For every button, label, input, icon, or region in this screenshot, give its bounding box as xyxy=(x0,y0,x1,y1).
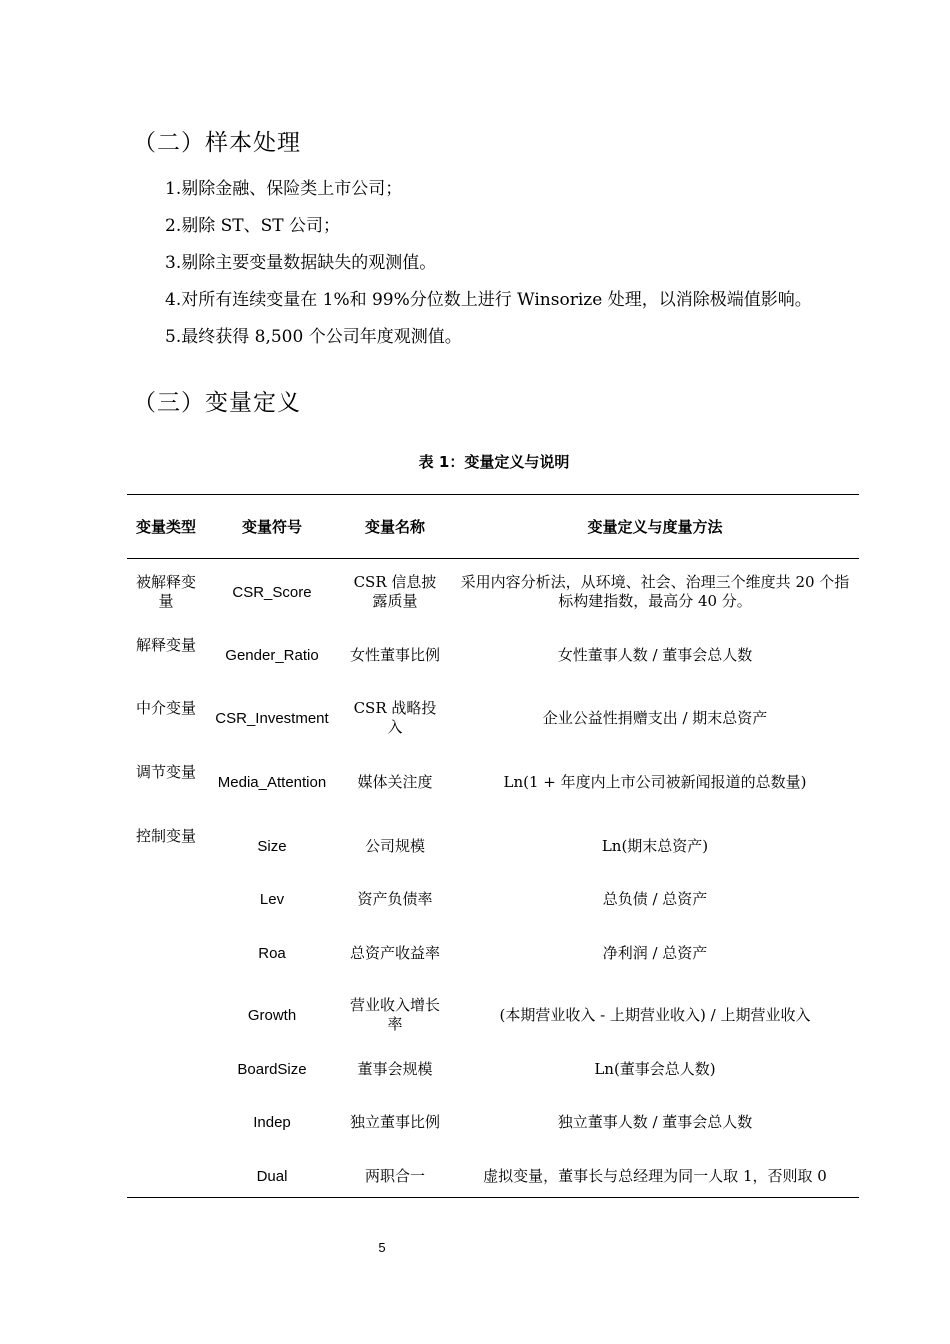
table-top-rule xyxy=(127,494,859,495)
table-cell-symbol: Growth xyxy=(247,1006,297,1024)
table-cell-symbol: Roa xyxy=(258,944,286,962)
table-header-symbol: 变量符号 xyxy=(241,517,302,536)
table-cell-name: CSR 战略投入 xyxy=(353,699,437,736)
table-cell-definition: 企业公益性捐赠支出 / 期末总资产 xyxy=(542,708,768,727)
table-cell-definition: Ln(1 + 年度内上市公司被新闻报道的总数量) xyxy=(503,772,807,791)
table-cell-type xyxy=(132,996,200,1040)
table-cell-name: CSR 信息披露质量 xyxy=(353,573,437,610)
table-cell-name: 女性董事比例 xyxy=(350,645,441,664)
table-cell-definition: 独立董事人数 / 董事会总人数 xyxy=(557,1112,753,1131)
page-number: 5 xyxy=(378,1240,386,1255)
table-cell-type: 解释变量 xyxy=(135,636,196,654)
table-cell-type xyxy=(132,1103,200,1147)
table-caption: 表 1：变量定义与说明 xyxy=(418,453,570,471)
table-cell-definition: (本期营业收入 - 上期营业收入) / 上期营业收入 xyxy=(499,1005,811,1024)
table-cell-name: 营业收入增长率 xyxy=(350,996,441,1033)
table-cell-definition: 总负债 / 总资产 xyxy=(602,889,708,908)
table-cell-definition: 虚拟变量，董事长与总经理为同一人取 1，否则取 0 xyxy=(483,1166,827,1185)
table-cell-symbol: Lev xyxy=(259,890,285,908)
sample-step-4: 4.对所有连续变量在 1%和 99%分位数上进行 Winsorize 处理，以消除极端值影响。 xyxy=(165,290,812,310)
table-cell-type xyxy=(132,1050,200,1094)
table-cell-name: 总资产收益率 xyxy=(350,943,441,962)
sample-step-1: 1.剔除金融、保险类上市公司； xyxy=(165,179,403,199)
table-cell-name: 独立董事比例 xyxy=(350,1112,441,1131)
table-header-definition: 变量定义与度量方法 xyxy=(587,517,723,536)
table-cell-type: 被解释变量 xyxy=(135,573,196,610)
table-cell-name: 公司规模 xyxy=(364,836,425,855)
table-cell-name: 媒体关注度 xyxy=(357,772,433,791)
table-cell-definition: 净利润 / 总资产 xyxy=(602,943,708,962)
table-header-name: 变量名称 xyxy=(364,517,425,536)
table-cell-type: 调节变量 xyxy=(135,763,196,781)
section-heading-sample: （二）样本处理 xyxy=(133,130,301,156)
table-cell-name: 资产负债率 xyxy=(357,889,433,908)
table-cell-symbol: BoardSize xyxy=(237,1060,307,1078)
sample-step-2: 2.剔除 ST、ST 公司； xyxy=(165,216,340,236)
table-cell-symbol: CSR_Score xyxy=(232,583,312,601)
table-header-type: 变量类型 xyxy=(135,517,196,536)
table-cell-type xyxy=(132,1157,200,1201)
table-cell-symbol: Dual xyxy=(256,1167,288,1185)
sample-step-5: 5.最终获得 8,500 个公司年度观测值。 xyxy=(165,327,462,347)
table-cell-definition: Ln(董事会总人数) xyxy=(594,1059,716,1078)
table-cell-type: 中介变量 xyxy=(135,699,196,717)
table-header-rule xyxy=(127,558,859,559)
table-cell-name: 董事会规模 xyxy=(357,1059,433,1078)
table-cell-definition: 采用内容分析法，从环境、社会、治理三个维度共 20 个指标构建指数，最高分 40 分。 xyxy=(460,573,850,610)
table-cell-type: 控制变量 xyxy=(135,827,196,845)
table-cell-symbol: Indep xyxy=(253,1113,291,1131)
table-cell-type xyxy=(132,934,200,978)
table-cell-type xyxy=(132,880,200,924)
table-cell-symbol: Gender_Ratio xyxy=(225,646,319,664)
sample-step-3: 3.剔除主要变量数据缺失的观测值。 xyxy=(165,253,437,273)
table-cell-name: 两职合一 xyxy=(364,1166,425,1185)
table-cell-definition: Ln(期末总资产) xyxy=(601,836,709,855)
section-heading-variables: （三）变量定义 xyxy=(133,390,301,416)
table-cell-symbol: CSR_Investment xyxy=(215,709,329,727)
table-cell-symbol: Size xyxy=(257,837,287,855)
table-cell-symbol: Media_Attention xyxy=(217,773,327,791)
table-cell-definition: 女性董事人数 / 董事会总人数 xyxy=(557,645,753,664)
